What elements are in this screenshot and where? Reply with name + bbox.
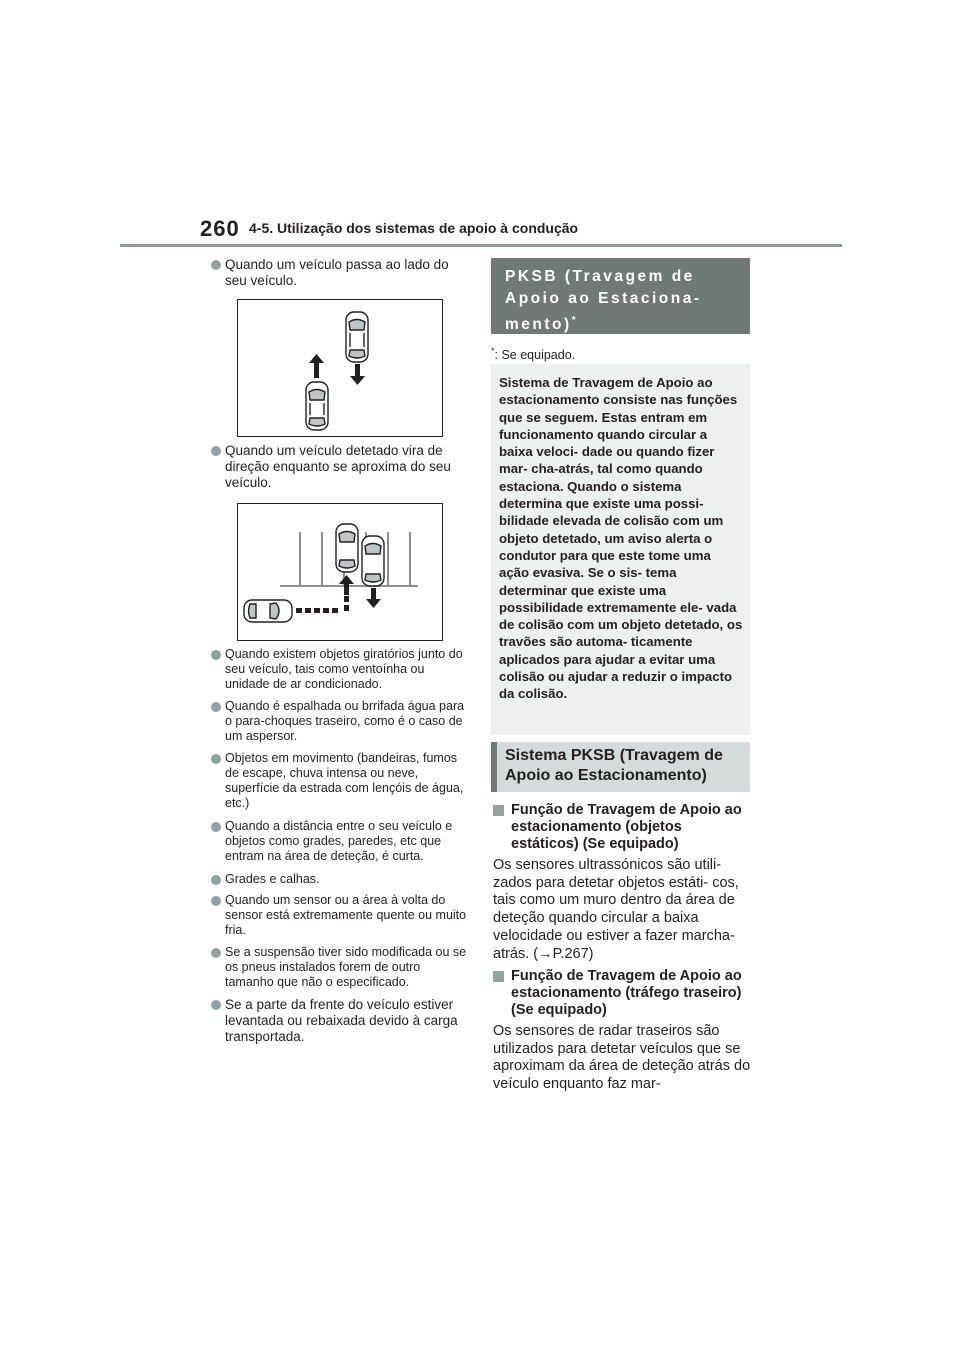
pksb-title: PKSB (Travagem de Apoio ao Estaciona- mento)*: [505, 268, 702, 334]
bullet-item: Quando um veículo passa ao lado do seu veículo.: [211, 257, 467, 289]
bullet-dot-icon: [211, 822, 221, 832]
bullet-item: Quando existem objetos giratórios junto do seu veículo, tais como ventoínha ou unidade de ar condicionado.: [211, 647, 467, 692]
bullet-dot-icon: [211, 260, 221, 270]
bullet-dot-icon: [211, 1000, 221, 1010]
bullet-item: Grades e calhas.: [211, 872, 467, 887]
bullet-item: Quando é espalhada ou brrifada água para o para-choques traseiro, como é o caso de um aspersor.: [211, 699, 467, 744]
body-paragraph: Os sensores ultrassónicos são utili- zados para detetar objetos estáti- cos, tais como um muro dentro da área de deteção quando circular a baixa velocidade ou estiver a fazer marcha-atrás. (→P.267): [493, 857, 739, 962]
bullet-item: Objetos em movimento (bandeiras, fumos de escape, chuva intensa ou neve, superfície da estrada com lençóis de água, etc.): [211, 751, 467, 811]
square-bullet-icon: [493, 971, 504, 982]
turning-vehicle-diagram: [238, 504, 442, 640]
body-paragraph: Os sensores de radar traseiros são utilizados para detetar veículos que se aproximam da área de deteção atrás do veículo enquanto faz mar-: [493, 1023, 751, 1093]
car-icon: [306, 382, 328, 430]
subsection-heading: Função de Travagem de Apoio ao estacionamento (objetos estáticos) (Se equipado): [493, 802, 751, 853]
bullet-dot-icon: [211, 650, 221, 660]
car-icon: [244, 600, 292, 622]
intro-text: Sistema de Travagem de Apoio ao estacionamento consiste nas funções que se seguem. Estas entram em funcionamento quando circular a baixa veloci- dade ou quando fizer mar- cha-atrás, tal como quando estaciona. Quando o sistema determina que existe uma possi- bilidade elevada de colisão com um objeto detetado, um aviso alerta o condutor para que este tome uma ação evasiva. Se o sis- tema determinar que existe uma possibilidade extremamente ele- vada de colisão com um objeto detetado, os travões são automa- ticamente aplicados para ajudar a evitar uma colisão ou ajudar a reduzir o impacto da colisão.: [499, 375, 743, 702]
arrow-up-icon: [309, 354, 324, 378]
footnote: *: Se equipado.: [491, 346, 576, 363]
passing-vehicle-diagram: [238, 300, 442, 436]
car-icon: [346, 312, 368, 362]
pksb-title-box: [491, 258, 750, 334]
bullet-item: Quando um veículo detetado vira de direção enquanto se aproxima do seu veículo.: [211, 443, 467, 491]
bullet-dot-icon: [211, 754, 221, 764]
arrow-down-icon: [366, 588, 381, 608]
section-heading-box: [491, 742, 750, 792]
car-icon: [336, 524, 358, 572]
bullet-dot-icon: [211, 948, 221, 958]
bullet-dot-icon: [211, 446, 221, 456]
header-rule: [120, 244, 842, 247]
bullet-item: Se a parte da frente do veículo estiver levantada ou rebaixada devido à carga transportada.: [211, 997, 467, 1045]
bullet-item: Quando um sensor ou a área à volta do sensor está extremamente quente ou muito fria.: [211, 893, 467, 938]
dashed-path: [296, 596, 349, 613]
page-number: 260: [200, 216, 240, 241]
bullet-dot-icon: [211, 875, 221, 885]
illustration-turning-vehicle: [237, 503, 443, 641]
section-title: Sistema PKSB (Travagem de Apoio ao Estacionamento): [505, 747, 723, 784]
illustration-passing-vehicle: [237, 299, 443, 437]
bullet-dot-icon: [211, 702, 221, 712]
arrow-down-icon: [350, 364, 365, 385]
square-bullet-icon: [493, 805, 504, 816]
bullet-item: Se a suspensão tiver sido modificada ou se os pneus instalados forem de outro tamanho que não o especificado.: [211, 945, 467, 990]
chapter-title: 4-5. Utilização dos sistemas de apoio à condução: [249, 220, 579, 236]
subsection-heading: Função de Travagem de Apoio ao estacionamento (tráfego traseiro) (Se equipado): [493, 968, 751, 1019]
bullet-item: Quando a distância entre o seu veículo e objetos como grades, paredes, etc que entram na área de deteção, é curta.: [211, 819, 467, 864]
car-icon: [362, 536, 384, 586]
bullet-dot-icon: [211, 896, 221, 906]
intro-box: [491, 364, 750, 735]
